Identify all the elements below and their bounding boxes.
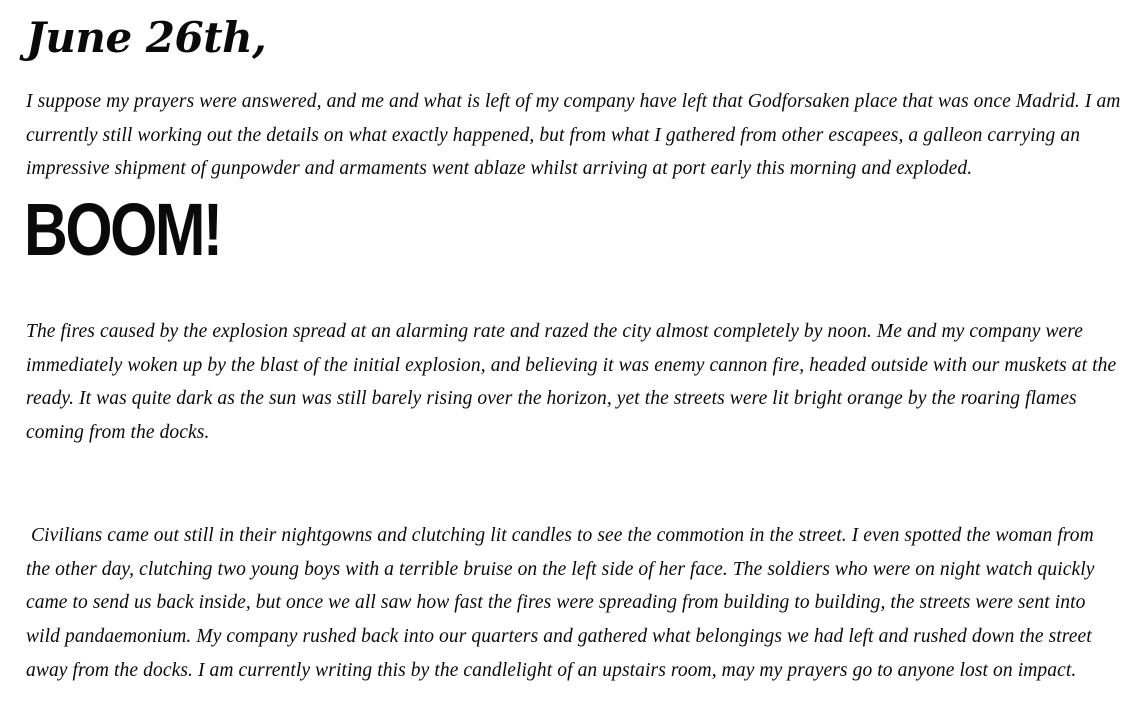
boom-exclamation: BOOM! xyxy=(24,188,221,271)
entry-date-heading: June 26th, xyxy=(26,13,267,62)
entry-paragraph-3: Civilians came out still in their nightgowns and clutching lit candles to see the commotion in the street. I even spotted the woman from the other day, clutching two young boys with a terrible bruise on the left side of her face. The soldiers who were on night watch quickly came to send us back inside, but once we all saw how fast the fires were spreading from building to building, the streets were sent into wild pandaemonium. My company rushed back into our quarters and gathered what belongings we had left and rushed down the street away from the docks. I am currently writing this by the candlelight of an upstairs room, may my prayers go to anyone lost on impact. xyxy=(26,525,1100,681)
entry-paragraph-2: The fires caused by the explosion spread at an alarming rate and razed the city almost completely by noon. Me and my company were immediately woken up by the blast of the initial explosion, and believing it was enemy cannon fire, headed outside with our muskets at the ready. It was quite dark as the sun was still barely rising over the horizon, yet the streets were lit bright orange by the roaring flames coming from the docks. xyxy=(26,321,1122,444)
entry-paragraph-1: I suppose my prayers were answered, and me and what is left of my company have left that Godforsaken place that was once Madrid. I am currently still working out the details on what exactly happened, but from what I gathered from other escapees, a galleon carrying an impressive shipment of gunpowder and armaments went ablaze whilst arriving at port early this morning and exploded. xyxy=(26,91,1125,180)
